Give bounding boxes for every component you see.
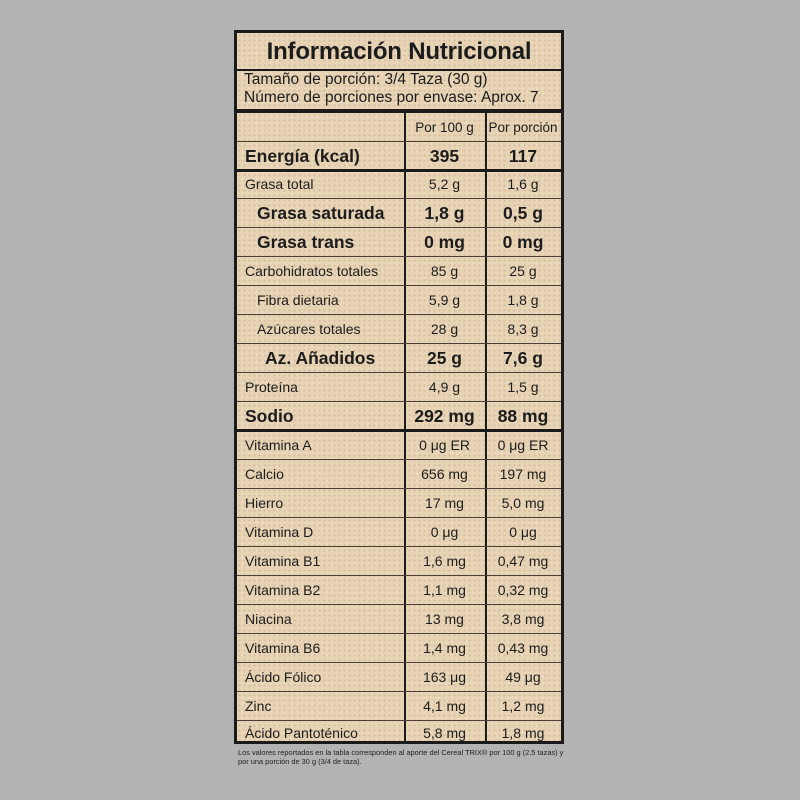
vitamin-row-pantotenico (237, 719, 561, 748)
vitamin-per-serving: 3,8 mg (501, 611, 545, 627)
nutrient-name: Azúcares totales (257, 321, 361, 337)
nutrient-per-serving: 0,5 g (503, 203, 543, 223)
nutrient-name: Grasa total (245, 176, 314, 192)
nutrient-row-sodio (237, 402, 561, 431)
vitamin-per100: 1,4 mg (423, 640, 466, 656)
serving-info (244, 71, 539, 107)
vitamin-row-b6 (237, 634, 561, 663)
nutrient-row-anadidos (237, 344, 561, 373)
vitamin-row-hierro (237, 489, 561, 518)
nutrient-per-serving: 88 mg (497, 406, 549, 426)
nutrient-name: Az. Añadidos (265, 348, 376, 368)
nutrient-row-grasa-trans (237, 228, 561, 257)
nutrient-per-serving: 8,3 g (507, 321, 539, 337)
column-header-per-serving: Por porción (488, 120, 558, 135)
vitamin-row-a (237, 431, 561, 460)
nutrient-per100: 4,9 g (428, 379, 461, 395)
vitamin-name: Vitamina A (245, 437, 312, 453)
serving-size: Tamaño de porción: 3/4 Taza (30 g) (244, 71, 488, 88)
nutrient-per-serving: 7,6 g (503, 348, 543, 368)
vitamin-per-serving: 197 mg (499, 466, 547, 482)
vitamin-row-folico (237, 663, 561, 692)
vitamin-per-serving: 0,32 mg (497, 582, 549, 598)
footnote: Los valores reportados en la tabla corresponden al aporte del Cereal TRIX® por 100 g (2,5 tazas) y por una porción de 30 g (3/4 de taza). (238, 748, 564, 766)
nutrient-per-serving: 1,6 g (507, 176, 539, 192)
vitamin-row-niacina (237, 605, 561, 634)
nutrient-name: Sodio (245, 406, 294, 426)
vitamin-per100: 5,8 mg (423, 725, 466, 741)
energy-per-serving: 117 (508, 146, 538, 166)
vitamin-name: Calcio (245, 466, 284, 482)
vitamin-name: Vitamina B2 (245, 582, 321, 598)
column-header-row (237, 113, 561, 142)
vitamin-name: Niacina (245, 611, 292, 627)
nutrition-facts-panel (234, 30, 564, 744)
energy-per100: 395 (429, 146, 460, 166)
nutrient-row-azucares (237, 315, 561, 344)
nutrient-name: Carbohidratos totales (245, 263, 379, 279)
nutrient-per100: 5,9 g (428, 292, 461, 308)
panel-title: Información Nutricional (266, 38, 532, 65)
energy-label: Energía (kcal) (245, 146, 360, 166)
nutrient-name: Fibra dietaria (257, 292, 339, 308)
vitamin-name: Vitamina B1 (245, 553, 321, 569)
nutrient-name: Proteína (245, 379, 298, 395)
vitamin-name: Ácido Fólico (245, 669, 322, 685)
nutrient-row-fibra (237, 286, 561, 315)
vitamin-name: Zinc (245, 698, 272, 714)
nutrient-per100: 28 g (430, 321, 459, 337)
vitamin-per-serving: 1,2 mg (501, 698, 545, 714)
vitamin-per-serving: 0 μg (509, 524, 537, 540)
nutrient-per100: 292 mg (414, 406, 475, 426)
nutrient-name: Grasa trans (257, 232, 355, 252)
nutrient-per100: 5,2 g (428, 176, 461, 192)
servings-per-container: Número de porciones por envase: Aprox. 7 (244, 89, 539, 106)
nutrient-row-carbohidratos (237, 257, 561, 286)
vitamin-per-serving: 1,8 mg (501, 725, 545, 741)
vitamin-per100: 1,1 mg (423, 582, 466, 598)
vitamin-row-d (237, 518, 561, 547)
nutrient-per-serving: 25 g (509, 263, 537, 279)
nutrient-per-serving: 1,8 g (507, 292, 539, 308)
vitamin-per-serving: 0 μg ER (497, 437, 549, 453)
nutrient-per-serving: 0 mg (502, 232, 544, 252)
vitamin-per100: 17 mg (425, 495, 464, 511)
nutrient-name: Grasa saturada (257, 203, 385, 223)
vitamin-name: Hierro (245, 495, 284, 511)
vitamin-name: Vitamina D (245, 524, 314, 540)
vitamin-per100: 1,6 mg (423, 553, 466, 569)
vitamin-per-serving: 0,43 mg (497, 640, 549, 656)
vitamin-row-calcio (237, 460, 561, 489)
vitamin-per100: 0 μg (430, 524, 459, 540)
column-header-per100: Por 100 g (415, 120, 474, 135)
nutrient-per100: 1,8 g (424, 203, 465, 223)
nutrient-per100: 25 g (426, 348, 463, 368)
vitamin-per-serving: 5,0 mg (501, 495, 545, 511)
nutrient-per100: 0 mg (424, 232, 465, 252)
vitamin-row-b1 (237, 547, 561, 576)
nutrient-per-serving: 1,5 g (507, 379, 539, 395)
vitamin-per-serving: 49 μg (505, 669, 541, 685)
vitamin-per100: 656 mg (421, 466, 468, 482)
vitamin-row-zinc (237, 692, 561, 721)
energy-row (237, 142, 561, 171)
vitamin-name: Ácido Pantoténico (245, 725, 358, 741)
nutrient-row-proteina (237, 373, 561, 402)
vitamin-row-b2 (237, 576, 561, 605)
nutrient-per100: 85 g (430, 263, 459, 279)
vitamin-per100: 13 mg (425, 611, 464, 627)
nutrient-row-grasa-total (237, 170, 561, 199)
nutrient-row-grasa-saturada (237, 199, 561, 228)
vitamin-per100: 163 μg (422, 669, 467, 685)
vitamin-per100: 4,1 mg (423, 698, 466, 714)
vitamin-per100: 0 μg ER (419, 437, 470, 453)
vitamin-name: Vitamina B6 (245, 640, 321, 656)
vitamin-per-serving: 0,47 mg (497, 553, 549, 569)
